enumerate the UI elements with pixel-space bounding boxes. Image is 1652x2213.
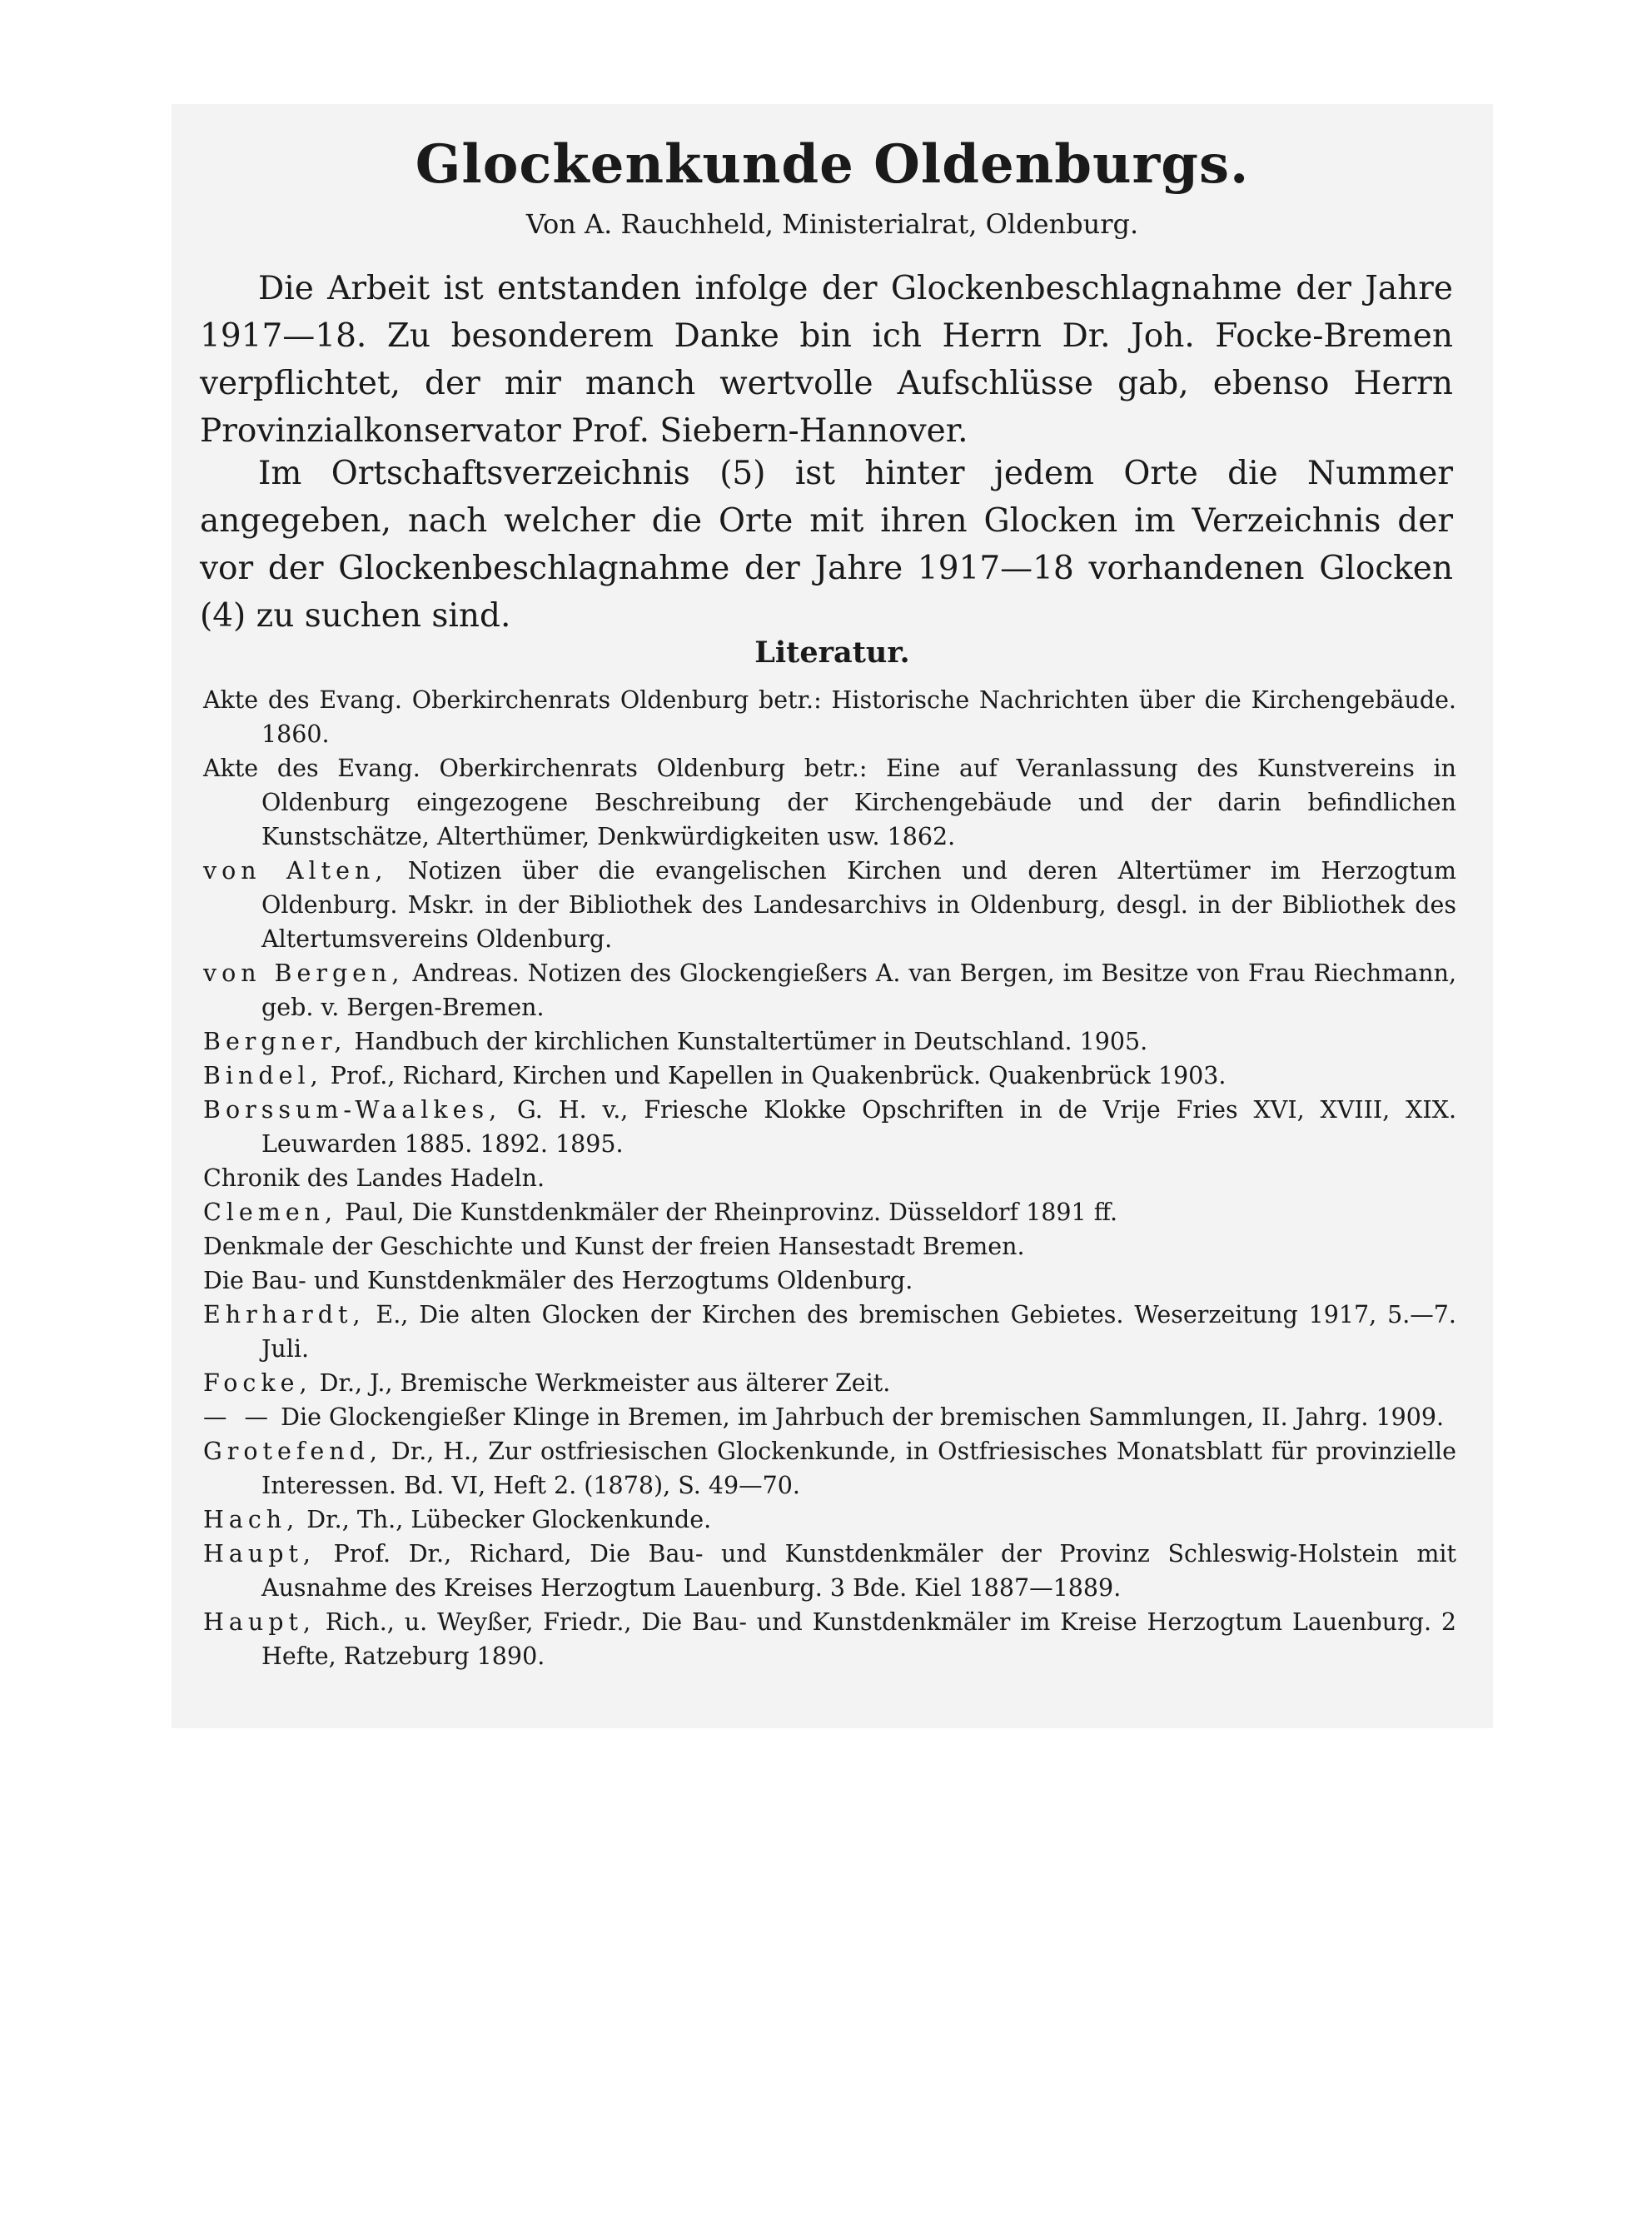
literature-entry xyxy=(203,1366,1456,1400)
literature-entry xyxy=(203,1605,1456,1673)
entry-text: Dr., Th., Lübecker Glockenkunde. xyxy=(306,1506,712,1533)
literature-entry xyxy=(203,1024,1456,1059)
literature-entry xyxy=(203,1059,1456,1093)
entry-author: Grotefend, xyxy=(203,1438,382,1465)
entry-author: Clemen, xyxy=(203,1199,338,1226)
literature-entry xyxy=(203,1093,1456,1161)
literature-entry xyxy=(203,1434,1456,1503)
entry-author: Ehrhardt, xyxy=(203,1301,366,1328)
literature-entry xyxy=(203,1400,1456,1434)
document-page xyxy=(172,104,1493,1728)
literature-entry xyxy=(203,751,1456,854)
entry-text: Andreas. Notizen des Glockengießers A. van Bergen, im Besitze von Frau Riechmann, geb. v. Bergen-Bremen. xyxy=(261,959,1457,1021)
literature-entry xyxy=(203,683,1456,751)
page-title: Glockenkunde Oldenburgs. xyxy=(415,133,1250,196)
literature-entry xyxy=(203,1537,1456,1605)
entry-author: Bergner, xyxy=(203,1028,347,1055)
entry-text: Notizen über die evangelischen Kirchen und deren Altertümer im Herzogtum Oldenburg. Mskr. in der Bibliothek des Landesarchivs in Oldenburg, desgl. in der Bibliothek des Altertumsvereins Oldenburg. xyxy=(261,857,1456,953)
entry-author: Haupt, xyxy=(203,1540,316,1568)
entry-text: E., Die alten Glocken der Kirchen des bremischen Gebietes. Weserzeitung 1917, 5.—7. Juli. xyxy=(261,1301,1456,1363)
intro-paragraph: Im Ortschaftsverzeichnis (5) ist hinter jedem Orte die Nummer angegeben, nach welcher die Orte mit ihren Glocken im Verzeichnis der vor der Glockenbeschlagnahme der Jahre 1917—18 vorhandenen Glocken (4) zu suchen sind. xyxy=(200,455,1453,635)
literature-entry xyxy=(203,1195,1456,1229)
intro-paragraph: Die Arbeit ist entstanden infolge der Glockenbeschlagnahme der Jahre 1917—18. Zu besonderem Danke bin ich Herrn Dr. Joh. Focke-Bremen verpflichtet, der mir manch wertvolle Aufschlüsse gab, ebenso Herrn Provinzialkonservator Prof. Siebern-Hannover. xyxy=(200,270,1453,450)
entry-author: Haupt, xyxy=(203,1608,316,1636)
entry-text: Paul, Die Kunstdenkmäler der Rheinprovinz. Düsseldorf 1891 ff. xyxy=(345,1199,1118,1226)
entry-author: Hach, xyxy=(203,1506,300,1533)
entry-text: Die Bau- und Kunstdenkmäler des Herzogtums Oldenburg. xyxy=(203,1267,913,1294)
literature-entry xyxy=(203,1503,1456,1537)
entry-text: Prof., Richard, Kirchen und Kapellen in Quakenbrück. Quakenbrück 1903. xyxy=(330,1062,1227,1089)
entry-text: G. H. v., Friesche Klokke Opschriften in de Vrije Fries XVI, XVIII, XIX. Leuwarden 1885. 1892. 1895. xyxy=(261,1096,1456,1158)
entry-text: Dr., H., Zur ostfriesischen Glockenkunde, in Ostfriesisches Monatsblatt für provinzielle Interessen. Bd. VI, Heft 2. (1878), S. 49—70. xyxy=(261,1438,1457,1499)
entry-text: Prof. Dr., Richard, Die Bau- und Kunstdenkmäler der Provinz Schleswig-Holstein mit Ausnahme des Kreises Herzogtum Lauenburg. 3 Bde. Kiel 1887—1889. xyxy=(261,1540,1456,1602)
author-byline: Von A. Rauchheld, Ministerialrat, Oldenburg. xyxy=(525,208,1139,240)
entry-text: Dr., J., Bremische Werkmeister aus älterer Zeit. xyxy=(319,1369,891,1397)
literature-entry xyxy=(203,1298,1456,1366)
entry-text: Handbuch der kirchlichen Kunstaltertümer in Deutschland. 1905. xyxy=(354,1028,1148,1055)
entry-text: Denkmale der Geschichte und Kunst der freien Hansestadt Bremen. xyxy=(203,1233,1025,1260)
literature-entry xyxy=(203,956,1456,1024)
entry-author: Bindel, xyxy=(203,1062,323,1089)
literature-heading: Literatur. xyxy=(754,635,910,670)
entry-text: Rich., u. Weyßer, Friedr., Die Bau- und Kunstdenkmäler im Kreise Herzogtum Lauenburg. 2 Hefte, Ratzeburg 1890. xyxy=(261,1608,1457,1670)
literature-entry xyxy=(203,1161,1456,1195)
entry-author: Borssum-Waalkes, xyxy=(203,1096,502,1124)
literature-entry xyxy=(203,854,1456,956)
literature-list xyxy=(203,683,1456,1673)
entry-author: — — xyxy=(203,1403,274,1431)
entry-text: Chronik des Landes Hadeln. xyxy=(203,1164,545,1192)
entry-author: von Alten, xyxy=(203,857,388,885)
literature-entry xyxy=(203,1229,1456,1264)
entry-author: von Bergen, xyxy=(203,959,405,987)
entry-text: Akte des Evang. Oberkirchenrats Oldenburg betr.: Historische Nachrichten über die Kirchengebäude. 1860. xyxy=(203,686,1456,748)
entry-author: Focke, xyxy=(203,1369,312,1397)
literature-entry xyxy=(203,1264,1456,1298)
entry-text: Akte des Evang. Oberkirchenrats Oldenburg betr.: Eine auf Veranlassung des Kunstvereins in Oldenburg eingezogene Beschreibung der Kirchengebäude und der darin befindlichen Kunstschätze, Alterthümer, Denkwürdigkeiten usw. 1862. xyxy=(203,755,1456,850)
entry-text: Die Glockengießer Klinge in Bremen, im Jahrbuch der bremischen Sammlungen, II. Jahrg. 1909. xyxy=(281,1403,1445,1431)
